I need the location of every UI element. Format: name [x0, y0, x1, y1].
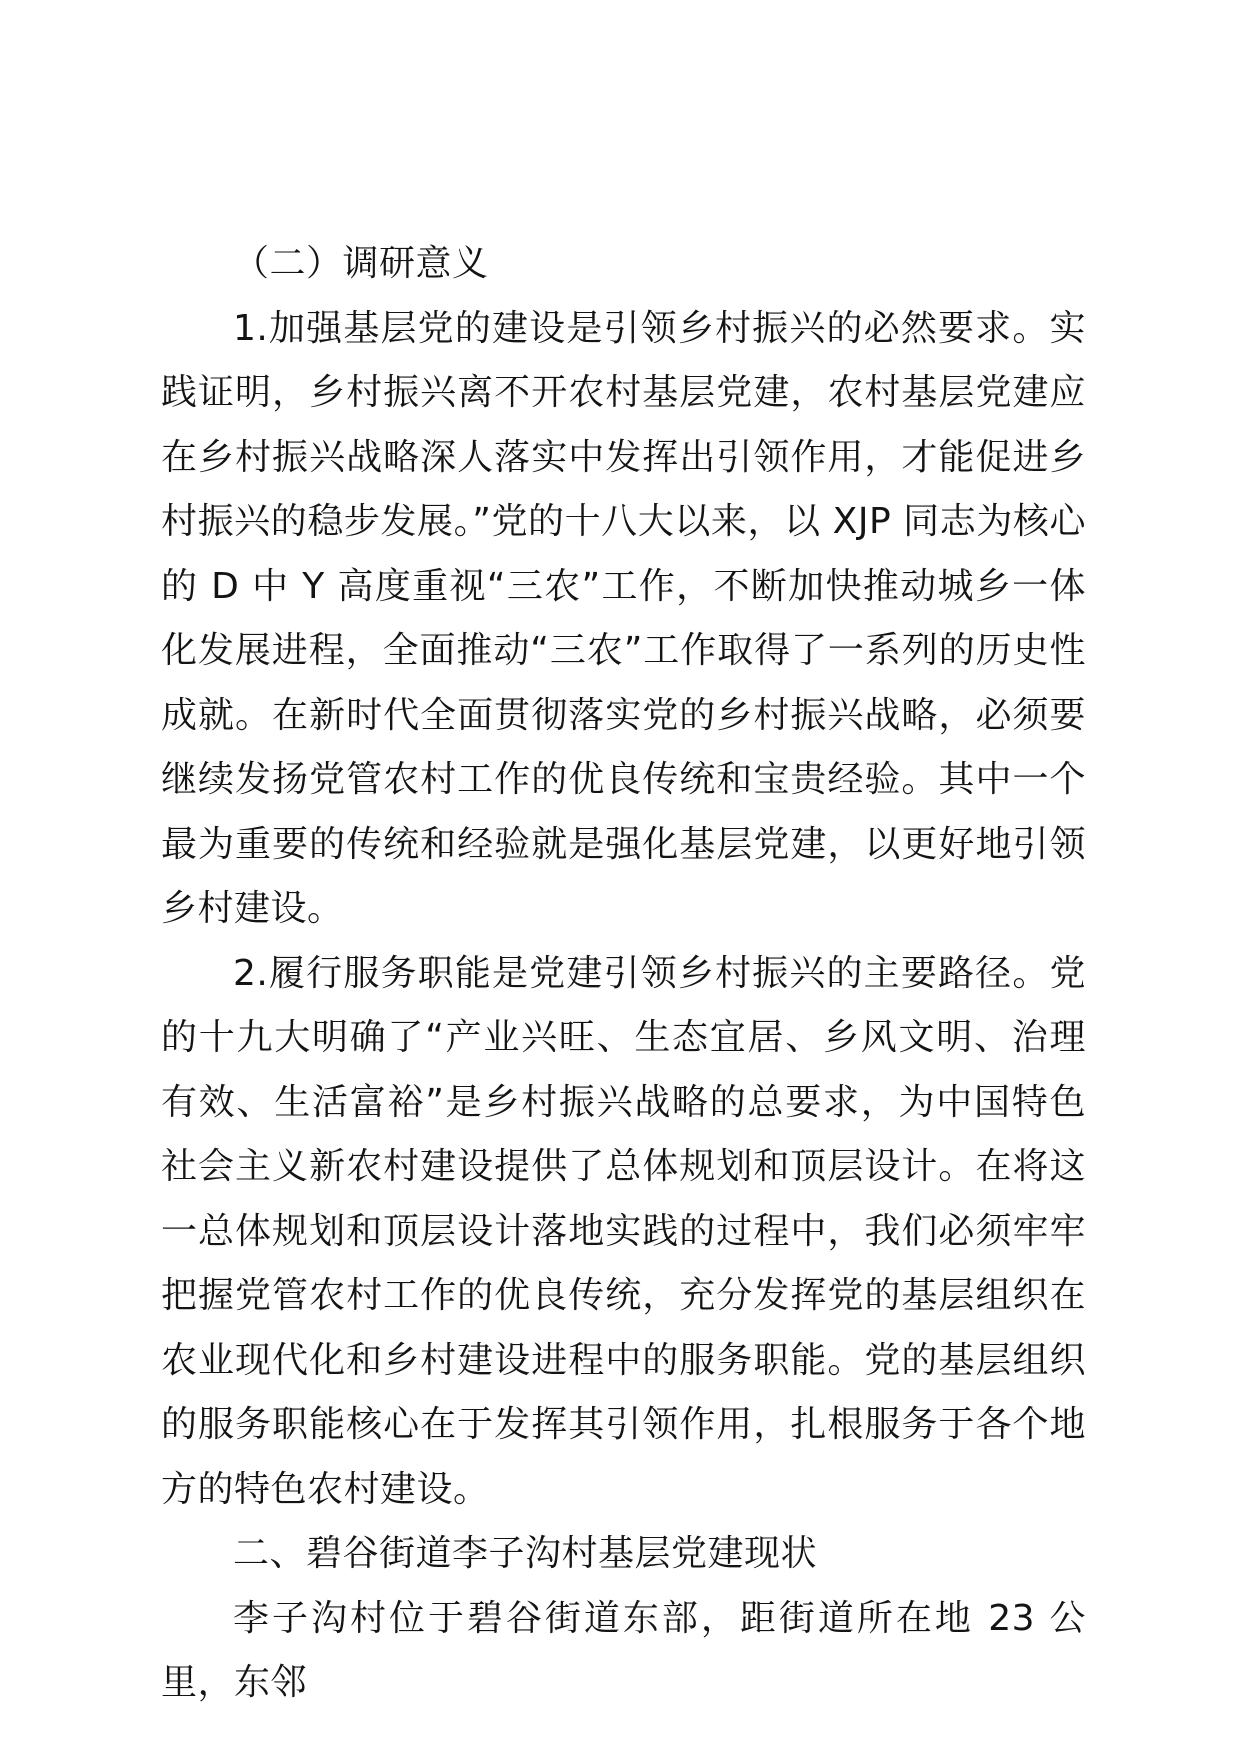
- paragraph-3: 李子沟村位于碧谷街道东部，距街道所在地 23 公里，东邻: [161, 1597, 1086, 1703]
- document-body: [161, 232, 1086, 1716]
- section-heading-current-status: 二、碧谷街道李子沟村基层党建现状: [233, 1533, 818, 1574]
- section-heading-research-significance: （二）调研意义: [233, 243, 489, 284]
- paragraph-1: 1.加强基层党的建设是引领乡村振兴的必然要求。实践证明，乡村振兴离不开农村基层党建，农村基层党建应在乡村振兴战略深人落实中发挥出引领作用，才能促进乡村振兴的稳步发展。”党的十八大以来，以 XJP 同志为核心的 D 中 Y 高度重视“三农”工作，不断加快推动城乡一体化发展进程，全面推动“三农”工作取得了一系列的历史性成就。在新时代全面贯彻落实党的乡村振兴战略，必须要继续发扬党管农村工作的优良传统和宝贵经验。其中一个最为重要的传统和经验就是强化基层党建，以更好地引领乡村建设。: [161, 307, 1086, 929]
- paragraph-2: 2.履行服务职能是党建引领乡村振兴的主要路径。党的十九大明确了“产业兴旺、生态宜居、乡风文明、治理有效、生活富裕”是乡村振兴战略的总要求，为中国特色社会主义新农村建设提供了总体规划和顶层设计。在将这一总体规划和顶层设计落地实践的过程中，我们必须牢牢把握党管农村工作的优良传统，充分发挥党的基层组织在农业现代化和乡村建设进程中的服务职能。党的基层组织的服务职能核心在于发挥其引领作用，扎根服务于各个地方的特色农村建设。: [161, 952, 1086, 1510]
